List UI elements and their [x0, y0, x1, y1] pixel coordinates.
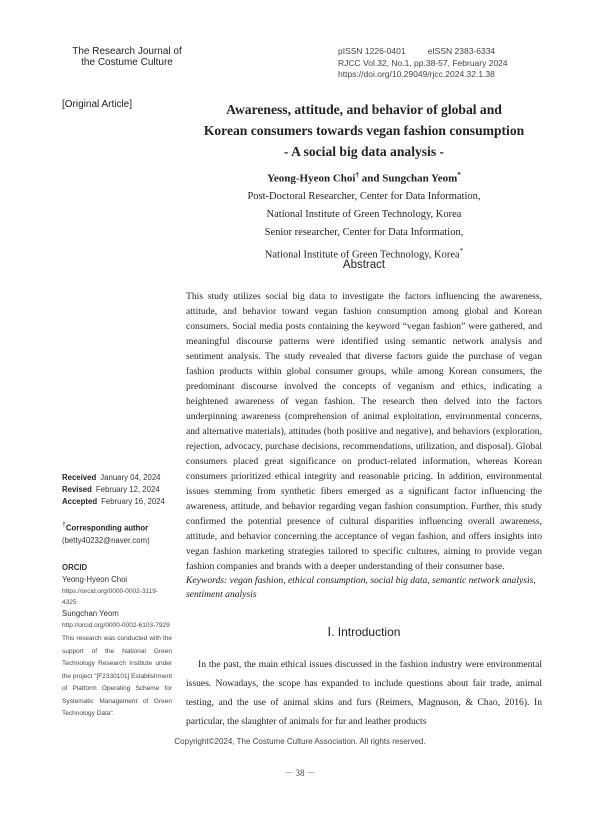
publication-meta — [338, 46, 538, 81]
abstract-heading: Abstract — [342, 259, 386, 271]
authors-block — [186, 166, 542, 264]
author-names — [186, 166, 542, 188]
title-line2: Korean consumers towards vegan fashion consumption — [203, 123, 525, 138]
author-1-mark: † — [355, 171, 359, 179]
orcid-url-1[interactable]: https://orcid.org/0000-0002-3119-4325 — [62, 588, 158, 606]
journal-name-line1: The Research Journal of — [72, 46, 182, 57]
orcid-block — [62, 562, 172, 631]
revised-label: Revised — [62, 485, 92, 494]
corr-label: Corresponding author — [65, 523, 149, 533]
corr-mark: † — [62, 522, 66, 529]
affiliation-line2: National Institute of Green Technology, Korea — [266, 208, 462, 220]
received-label: Received — [62, 473, 97, 482]
corresponding-author — [62, 520, 172, 547]
affiliation-line4-mark: * — [459, 246, 464, 255]
orcid-name-2: Sungchan Yeom — [62, 609, 119, 618]
received-date: January 04, 2024 — [100, 473, 161, 482]
author-2: Sungchan Yeom — [382, 172, 458, 185]
section-heading-introduction: Ⅰ. Introduction — [327, 625, 401, 639]
page-number: － 38 － — [284, 768, 316, 778]
funding-note: This research was conducted with the support of the National Green Technology Research Institute under the project "[F2330101] Establishment of Platform Operating Scheme for Systematic Management of Green Technology Data". — [62, 635, 172, 717]
copyright: Copyright©2024, The Costume Culture Association. All rights reserved. — [174, 737, 426, 746]
accepted-label: Accepted — [62, 497, 98, 506]
keywords-text: vegan fashion, ethical consumption, social big data, semantic network analysis, sentiment analysis — [186, 575, 536, 600]
accepted-date: February 16, 2024 — [101, 497, 165, 506]
author-1: Yeong-Hyeon Choi — [267, 172, 356, 185]
dates-block — [62, 472, 172, 508]
keywords — [186, 574, 542, 602]
paper-title — [186, 99, 542, 162]
journal-name — [62, 46, 192, 68]
orcid-label: ORCID — [62, 563, 88, 572]
pissn: pISSN 1226-0401 — [338, 46, 406, 56]
article-type: [Original Article] — [62, 99, 133, 110]
author-2-mark: * — [457, 171, 461, 179]
affiliation-line3: Senior researcher, Center for Data Information, — [264, 226, 464, 238]
abstract-text: This study utilizes social big data to investigate the factors influencing the awareness, attitude, and behavior toward vegan fashion consumption among global and Korean consumers. Social media posts containing the keyword “vegan fashion” were gathered, and meaningful discourse patterns were identified using semantic network analysis and sentiment analysis. The study revealed that diverse factors guide the purchase of vegan fashion products within global consumer groups, while among Korean consumers, the predominant discourse involved the concepts of veganism and ethics, indicating a heightened awareness of vegan fashion. The research then delved into the factors underpinning awareness (comprehension of animal exploitation, environmental concerns, and alternative materials), attitudes (both positive and negative), and behaviors (exploration, rejection, advocacy, purchase decisions, recommendations, utilization, and disposal). Global consumers placed great significance on product-related information, whereas Korean consumers prioritized ethical integrity and reasonable pricing. In addition, environmental issues stemming from synthetic fibers emerged as a significant factor influencing the awareness, attitude, and behavior regarding vegan fashion consumption. Further, this study confirmed the potential presence of cultural disparities influencing overall awareness, attitude, and behavior concerning the acceptance of vegan fashion, and offers insights into vegan fashion marketing strategies tailored to specific cultures, aiming to provide vegan fashion companies and brands with a deeper understanding of their consumer base. — [186, 291, 542, 572]
introduction-text: In the past, the main ethical issues discussed in the fashion industry were environmental issues. Nowadays, the scope has expanded to include questions about fair trade, animal testing, and the use of animal skins and furs (Reimers, Magnuson, & Chao, 2016). In particular, the slaughter of animals for fur and leather products — [186, 659, 542, 727]
keywords-label: Keywords: — [186, 575, 228, 586]
revised-date: February 12, 2024 — [95, 485, 160, 494]
orcid-url-2[interactable]: http://orcid.org/0000-0002-6103-7929 — [62, 622, 170, 629]
journal-name-line2: the Costume Culture — [81, 57, 173, 68]
title-line3: - A social big data analysis - — [283, 144, 445, 159]
title-line1: Awareness, attitude, and behavior of global and — [226, 102, 502, 117]
volume-info: RJCC Vol.32, No.1, pp.38-57, February 2024 — [338, 57, 508, 68]
affiliation-line1: Post-Doctoral Researcher, Center for Data Information, — [247, 190, 481, 202]
eissn: eISSN 2383-6334 — [427, 46, 496, 56]
author-conjunction: and — [358, 172, 383, 185]
corr-email[interactable]: (betty40232@naver.com) — [62, 535, 150, 545]
orcid-name-1: Yeong-Hyeon Choi — [62, 575, 128, 584]
doi-link[interactable]: https://doi.org/10.29049/rjcc.2024.32.1.38 — [338, 69, 495, 79]
affiliation-line4-text: National Institute of Green Technology, Korea — [264, 249, 460, 261]
